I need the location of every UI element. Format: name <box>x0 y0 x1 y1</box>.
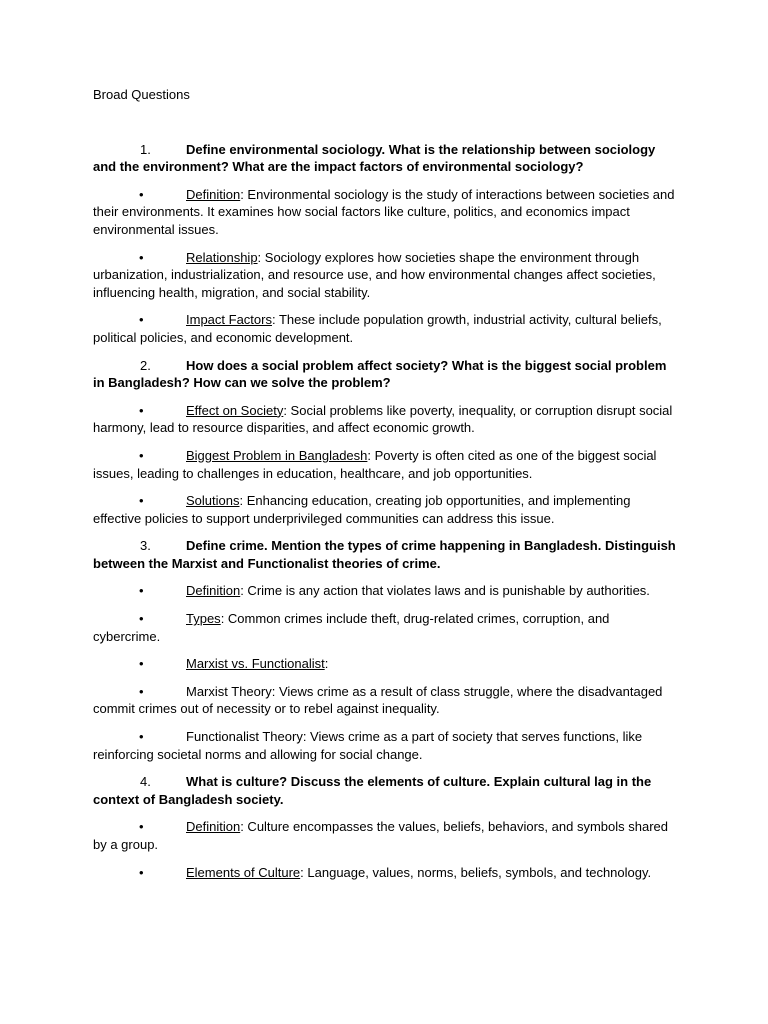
list-item <box>93 311 678 346</box>
list-item <box>93 402 678 437</box>
question-1 <box>93 141 678 176</box>
document-title: Broad Questions <box>93 87 190 102</box>
item-text: : Sociology explores how societies shape the environment through urbanization, industrialization, and resource use, and how environmental changes affect societies, influencing health, migration, and social stability. <box>93 249 656 300</box>
list-item <box>93 186 678 239</box>
item-term: Marxist vs. Functionalist <box>186 656 325 672</box>
question-text: How does a social problem affect society? What is the biggest social problem in Bangladesh? How can we solve the problem? <box>93 357 667 391</box>
item-text: : Language, values, norms, beliefs, symbols, and technology. <box>300 864 652 880</box>
item-text: : Culture encompasses the values, beliefs, behaviors, and symbols shared by a group. <box>93 819 668 852</box>
item-term: Definition <box>186 186 241 202</box>
question-text: Define crime. Mention the types of crime happening in Bangladesh. Distinguish between the Marxist and Functionalist theories of crime. <box>93 538 676 571</box>
item-term: Types <box>186 611 221 627</box>
list-item <box>93 818 678 853</box>
item-text: : These include population growth, industrial activity, cultural beliefs, political policies, and economic development. <box>93 312 662 345</box>
list-item <box>93 582 678 600</box>
list-item <box>93 492 678 527</box>
bullet-icon: • <box>139 447 144 463</box>
item-text: : Social problems like poverty, inequality, or corruption disrupt social harmony, lead to resource disparities, and affect economic growth. <box>93 402 673 436</box>
item-term: Definition <box>186 819 241 835</box>
item-term: Biggest Problem in Bangladesh <box>186 447 368 463</box>
item-text: : <box>324 656 329 672</box>
question-3 <box>93 537 678 572</box>
bullet-icon: • <box>139 656 144 672</box>
bullet-icon: • <box>139 583 144 599</box>
question-2 <box>93 357 678 392</box>
item-term: Effect on Society <box>186 402 284 418</box>
list-item <box>93 447 678 482</box>
bullet-icon: • <box>139 819 144 835</box>
item-term: Elements of Culture <box>186 864 301 880</box>
document-page <box>93 86 678 891</box>
bullet-icon: • <box>139 312 144 328</box>
bullet-icon: • <box>139 186 144 202</box>
item-term: Solutions <box>186 493 240 509</box>
item-text: : Common crimes include theft, drug-related crimes, corruption, and cybercrime. <box>93 611 610 644</box>
question-number: 1. <box>140 141 151 157</box>
question-number: 3. <box>140 538 151 554</box>
item-text: : Enhancing education, creating job opportunities, and implementing effective policies to support underprivileged communities can address this issue. <box>93 493 631 526</box>
bullet-icon: • <box>139 864 144 880</box>
bullet-icon: • <box>139 683 144 699</box>
question-text: Define environmental sociology. What is the relationship between sociology and the environment? What are the impact factors of environmental sociology? <box>93 141 656 175</box>
item-term: Relationship <box>186 249 258 265</box>
list-item <box>93 655 678 673</box>
bullet-icon: • <box>139 611 144 627</box>
item-term: Impact Factors <box>186 312 272 328</box>
list-item <box>93 610 678 645</box>
list-item <box>93 728 678 763</box>
list-item <box>93 864 678 882</box>
item-text: : Poverty is often cited as one of the biggest social issues, leading to challenges in education, healthcare, and job opportunities. <box>93 447 657 481</box>
item-text: : Crime is any action that violates laws and is punishable by authorities. <box>240 583 650 599</box>
question-number: 4. <box>140 774 151 790</box>
item-text: Marxist Theory: Views crime as a result of class struggle, where the disadvantaged commit crimes out of necessity or to rebel against inequality. <box>93 683 663 717</box>
question-4 <box>93 773 678 808</box>
bullet-icon: • <box>139 493 144 509</box>
question-text: What is culture? Discuss the elements of culture. Explain cultural lag in the context of Bangladesh society. <box>93 774 652 807</box>
question-number: 2. <box>140 357 151 373</box>
bullet-icon: • <box>139 402 144 418</box>
item-text: Functionalist Theory: Views crime as a part of society that serves functions, like reinforcing societal norms and allowing for social change. <box>93 729 643 762</box>
list-item <box>93 249 678 302</box>
bullet-icon: • <box>139 729 144 745</box>
item-text: : Environmental sociology is the study of interactions between societies and their environments. It examines how social factors like culture, politics, and economics impact environmental issues. <box>93 186 675 237</box>
list-item <box>93 683 678 718</box>
bullet-icon: • <box>139 249 144 265</box>
item-term: Definition <box>186 583 241 599</box>
